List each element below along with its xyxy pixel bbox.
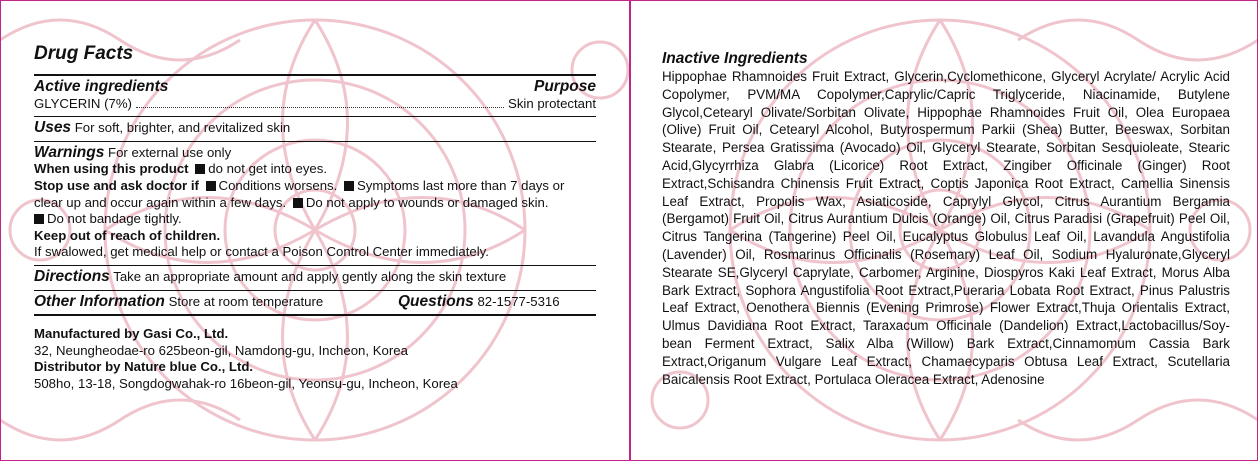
other-info-section: [34, 291, 596, 317]
directions-section: [34, 266, 596, 291]
stop-use-text-4: Do not bandage tightly.: [47, 211, 182, 227]
directions-label: Directions: [34, 267, 110, 285]
bullet-square-icon: [344, 181, 354, 191]
distributor-address: 508ho, 13-18, Songdogwahak-ro 16beon-gil, Yeonsu-gu, Incheon, Korea: [34, 375, 458, 391]
when-using-label: When using this product: [34, 161, 189, 177]
uses-label: Uses: [34, 119, 72, 137]
inactive-ingredients-text: Hippophae Rhamnoides Fruit Extract, Glycerin,Cyclomethicone, Glyceryl Acrylate/ Acrylic Acid Copolymer, PVM/MA Copolymer,Caprylic/Capric Triglyceride, Niacinamide, Butylene Glycol,Cetearyl Olivate/Sorbitan Olivate, Hippophae Rhamnoides Fruit Oil, Olea Europaea (Olive) Fruit Oil, Cetearyl Alcohol, Butyrospermum Parkii (Shea) Butter, Beeswax, Sorbitan Stearate, Persea Gratissima (Avocado) Oil, Glyceryl Stearate, Sorbitan Sesquioleate, Stearic Acid,Glycyrrhiza Glabra (Licorice) Root Extract, Zingiber Officinale (Ginger) Root Extract,Schisandra Chinensis Fruit Extract, Coptis Japonica Root Extract, Camellia Sinensis Leaf Extract, Propolis Wax, Asiaticoside, Caprylyl Glycol, Citrus Aurantium Bergamia (Bergamot) Fruit Oil, Citrus Aurantium Dulcis (Orange) Oil, Citrus Paradisi (Grapefruit) Peel Oil, Citrus Tangerina (Tangerine) Peel Oil, Eucalyptus Globulus Leaf Oil, Lavandula Angustifolia (Lavender) Oil, Rosmarinus Officinalis (Rosemary) Leaf Oil, Sodium Hyaluronate,Glyceryl Stearate SE,Glyceryl Caprylate, Carbomer, Arginine, Diospyros Kaki Leaf Extract, Morus Alba Bark Extract, Sophora Angustifolia Root Extract,Pueraria Lobata Root Extract, Pinus Palustris Leaf Extract, Oenothera Biennis (Evening Primrose) Flower Extract,Thuja Orientalis Extract, Ulmus Davidiana Root Extract, Taraxacum Officinale (Dandelion) Extract,Lactobacillus/Soy-bean Ferment Extract, Salix Alba (Willow) Bark Extract,Cinnamomum Cassia Bark Extract,Origanum Vulgare Leaf Extract, Chamaecyparis Obtusa Leaf Extract, Scutellaria Baicalensis Root Extract, Portulaca Oleracea Extract, Adenosine: [662, 69, 1230, 387]
inactive-ingredients-panel: [662, 50, 1230, 388]
questions-label: Questions: [398, 292, 474, 310]
stop-use-label: Stop use and ask doctor if: [34, 177, 199, 193]
manufacturer-label: Manufactured by Gasi Co., Ltd.: [34, 326, 229, 342]
company-info: [34, 326, 596, 392]
keep-out-text: If swalowed, get medical help or contact a Poison Control Center immediately.: [34, 244, 489, 260]
drug-facts-title: Drug Facts: [34, 40, 596, 76]
keep-out-label: Keep out of reach of children.: [34, 227, 221, 243]
when-using-text: do not get into eyes.: [208, 161, 328, 177]
manufacturer-address: 32, Neungheodae-ro 625beon-gil, Namdong-gu, Incheon, Korea: [34, 342, 408, 358]
questions-phone: 82-1577-5316: [477, 293, 560, 309]
bullet-square-icon: [34, 214, 44, 224]
warnings-section: [34, 142, 596, 266]
active-ingredients-section: [34, 76, 596, 117]
stop-use-text-3: Do not apply to wounds or damaged skin.: [305, 194, 549, 210]
uses-section: [34, 117, 596, 142]
ingredient-name: GLYCERIN (7%): [34, 95, 132, 111]
purpose-header: Purpose: [533, 78, 596, 95]
distributor-label: Distributor by Nature blue Co., Ltd.: [34, 359, 254, 375]
stop-use-text-1: Conditions worsens.: [218, 177, 338, 193]
drug-facts-panel: [34, 40, 596, 393]
bullet-square-icon: [195, 164, 205, 174]
bullet-square-icon: [293, 198, 303, 208]
active-ingredients-header: Active ingredients: [34, 78, 169, 95]
bullet-square-icon: [206, 181, 216, 191]
leader-dots: [136, 107, 504, 108]
inactive-ingredients-title: Inactive Ingredients: [662, 50, 808, 67]
stop-use-text-2: Symptoms last more than 7 days or clear up and occur again within a few days.: [34, 177, 565, 210]
uses-text: For soft, brighter, and revitalized skin: [74, 120, 291, 136]
warnings-label: Warnings: [34, 143, 105, 161]
ingredient-purpose: Skin protectant: [508, 95, 596, 111]
directions-text: Take an appropriate amount and apply gently along the skin texture: [113, 268, 507, 284]
other-info-label: Other Information: [34, 292, 165, 310]
other-info-text: Store at room temperature: [168, 293, 324, 309]
warnings-text: For external use only: [108, 144, 232, 160]
